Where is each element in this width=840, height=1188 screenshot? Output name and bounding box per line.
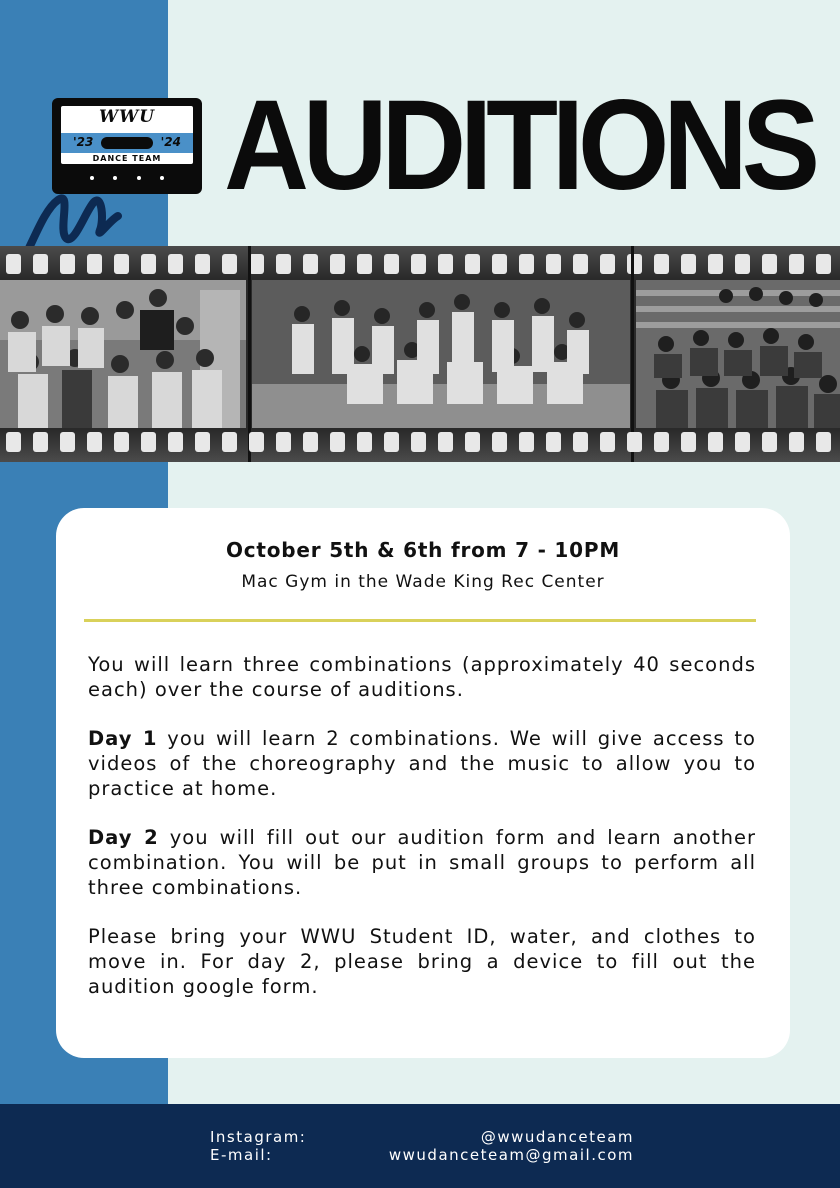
film-perforation xyxy=(681,432,696,452)
film-perforation xyxy=(276,432,291,452)
team-photo xyxy=(0,280,246,428)
film-perforation xyxy=(330,254,345,274)
film-perforation xyxy=(33,254,48,274)
day2-paragraph xyxy=(88,825,756,900)
film-perforation xyxy=(411,254,426,274)
film-perforation xyxy=(600,254,615,274)
film-perforation xyxy=(114,432,129,452)
film-perforation xyxy=(195,432,210,452)
team-photo xyxy=(636,280,840,428)
film-perforation xyxy=(411,432,426,452)
team-photo xyxy=(252,280,630,428)
film-frame-divider xyxy=(248,246,251,462)
film-perforation xyxy=(168,432,183,452)
film-perforation xyxy=(816,432,831,452)
film-perforation xyxy=(546,432,561,452)
film-perforation xyxy=(357,254,372,274)
film-perforation xyxy=(87,432,102,452)
logo-title: WWU xyxy=(98,107,155,127)
film-frame-divider xyxy=(631,246,634,462)
film-perforation xyxy=(438,254,453,274)
instagram-contact xyxy=(210,1128,634,1146)
film-perforation xyxy=(492,254,507,274)
film-perforations-top xyxy=(0,254,840,276)
film-perforation xyxy=(330,432,345,452)
film-perforation xyxy=(249,254,264,274)
film-perforation xyxy=(438,432,453,452)
logo-year-right: '24 xyxy=(160,135,181,149)
film-perforation xyxy=(249,432,264,452)
footer xyxy=(0,1104,840,1188)
event-location: Mac Gym in the Wade King Rec Center xyxy=(241,572,605,592)
intro-paragraph: You will learn three combinations (approximately 40 seconds each) over the course of auditions. xyxy=(88,653,756,701)
logo-year-left: '23 xyxy=(73,135,94,149)
film-perforation xyxy=(6,432,21,452)
email-address[interactable]: wwudanceteam@gmail.com xyxy=(388,1146,634,1164)
email-contact xyxy=(210,1146,634,1164)
film-perforation xyxy=(627,432,642,452)
film-perforation xyxy=(627,254,642,274)
film-perforation xyxy=(195,254,210,274)
cassette-reel-icon xyxy=(101,137,153,149)
film-perforation xyxy=(357,432,372,452)
film-perforation xyxy=(60,432,75,452)
film-perforation xyxy=(492,432,507,452)
film-perforation xyxy=(789,432,804,452)
film-perforation xyxy=(465,432,480,452)
film-perforation xyxy=(708,254,723,274)
film-perforation xyxy=(303,254,318,274)
film-perforation xyxy=(735,432,750,452)
film-perforation xyxy=(303,432,318,452)
film-perforation xyxy=(762,432,777,452)
film-perforation xyxy=(222,432,237,452)
film-perforation xyxy=(60,254,75,274)
film-perforation xyxy=(654,254,669,274)
film-perforation xyxy=(276,254,291,274)
film-perforation xyxy=(384,432,399,452)
film-perforation xyxy=(681,254,696,274)
film-perforation xyxy=(735,254,750,274)
film-perforation xyxy=(141,432,156,452)
film-perforation xyxy=(465,254,480,274)
film-perforation xyxy=(141,254,156,274)
day1-text: you will learn 2 combinations. We will give access to videos of the choreography and the music to allow you to practice at home. xyxy=(88,727,756,800)
film-perforation xyxy=(519,254,534,274)
bring-paragraph: Please bring your WWU Student ID, water, and clothes to move in. For day 2, please bring a device to fill out the audition google form. xyxy=(88,925,756,998)
day1-label: Day 1 xyxy=(88,727,158,750)
audition-details xyxy=(88,652,756,1023)
film-perforation xyxy=(573,432,588,452)
film-perforation xyxy=(114,254,129,274)
film-perforation xyxy=(519,432,534,452)
film-perforation xyxy=(789,254,804,274)
film-perforation xyxy=(654,432,669,452)
logo-subtitle: DANCE TEAM xyxy=(92,154,162,163)
film-perforation xyxy=(573,254,588,274)
film-perforation xyxy=(816,254,831,274)
page-title: AUDITIONS xyxy=(224,74,814,217)
divider xyxy=(84,619,756,622)
film-strip xyxy=(0,246,840,462)
film-perforation xyxy=(546,254,561,274)
instagram-handle[interactable]: @wwudanceteam xyxy=(480,1128,634,1146)
film-perforation xyxy=(600,432,615,452)
info-card xyxy=(56,508,790,1058)
instagram-label: Instagram: xyxy=(210,1128,307,1146)
film-perforation xyxy=(384,254,399,274)
day1-paragraph xyxy=(88,726,756,801)
event-date: October 5th & 6th from 7 - 10PM xyxy=(225,538,621,562)
day2-label: Day 2 xyxy=(88,826,159,849)
film-perforation xyxy=(762,254,777,274)
day2-text: you will fill out our audition form and learn another combination. You will be put in small groups to perform all three combinations. xyxy=(88,826,756,899)
film-perforation xyxy=(168,254,183,274)
film-perforation xyxy=(6,254,21,274)
film-perforations-bottom xyxy=(0,432,840,454)
film-perforation xyxy=(708,432,723,452)
film-perforation xyxy=(33,432,48,452)
film-perforation xyxy=(222,254,237,274)
email-label: E-mail: xyxy=(210,1146,273,1164)
film-perforation xyxy=(87,254,102,274)
